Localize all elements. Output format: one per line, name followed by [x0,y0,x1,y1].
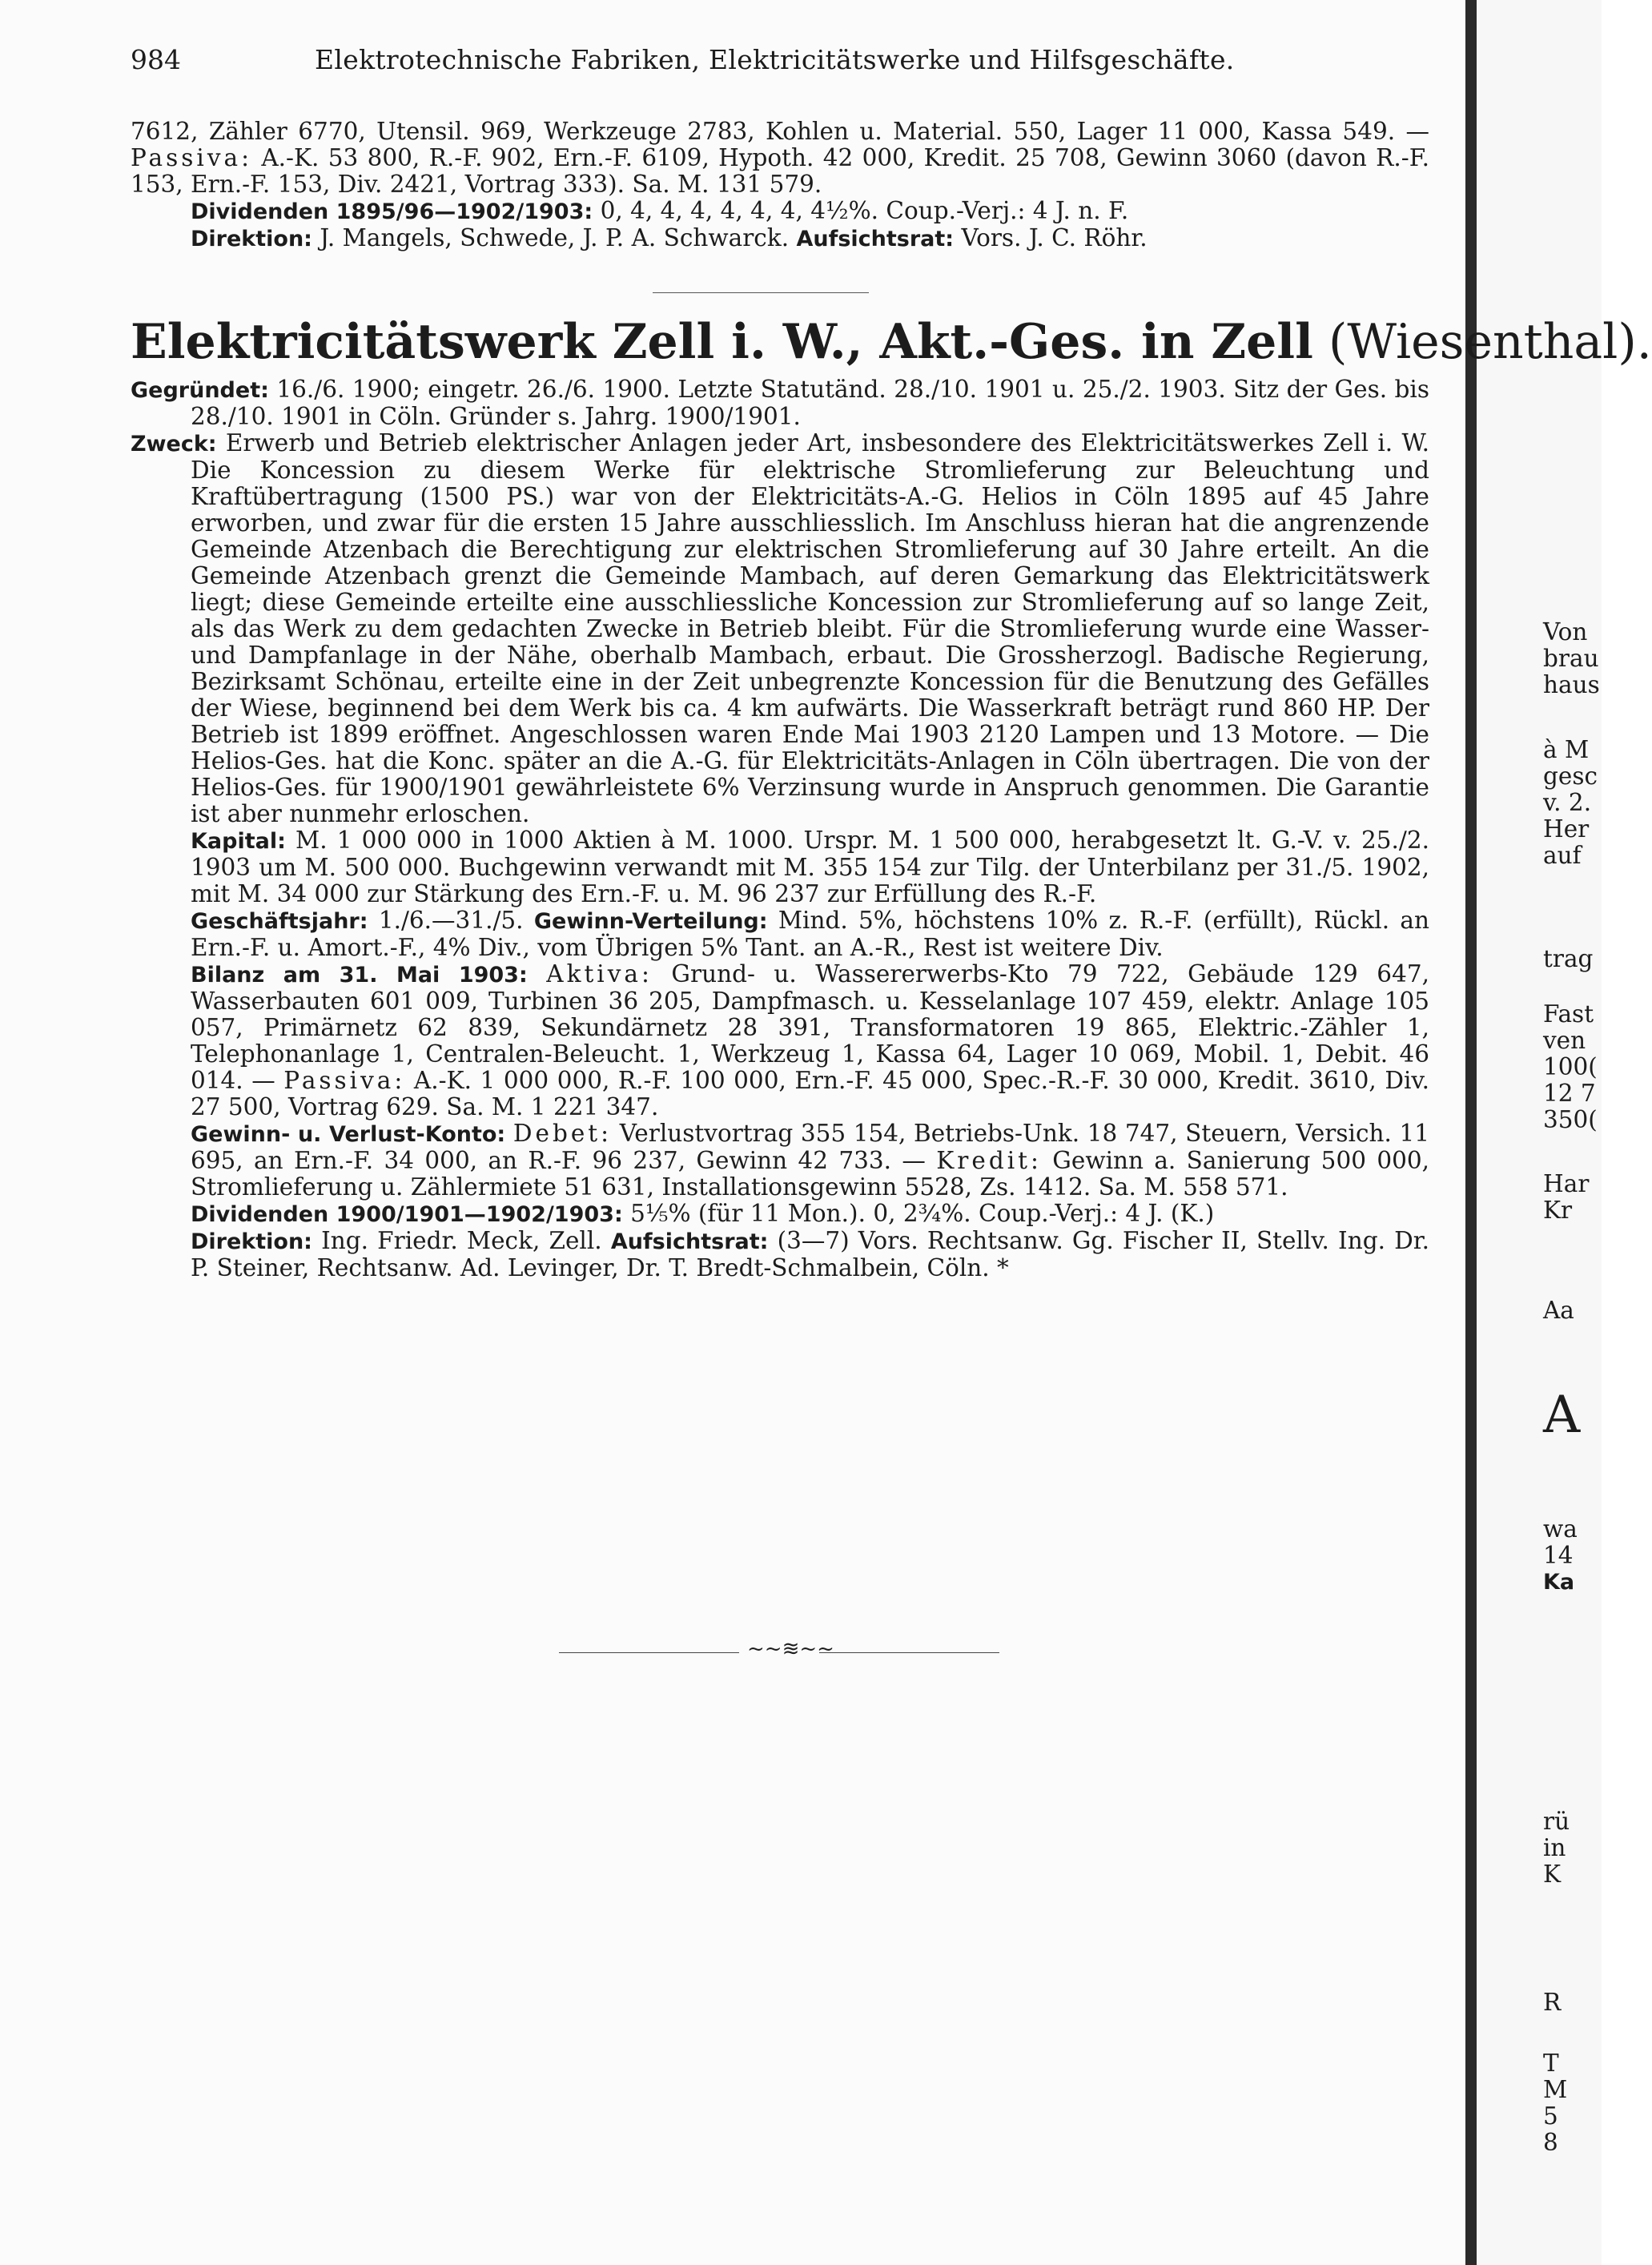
right-page-fragment: Von [1543,618,1588,646]
direktion-section: Direktion: Ing. Friedr. Meck, Zell. Aufsichtsrat: (3—7) Vors. Rechtsanw. Gg. Fischer II, Stellv. Ing. Dr. P. Steiner, Rechtsanw. Ad. Levinger, Dr. T. Bredt-Schmalbein, Cöln. * [191,1227,1429,1281]
right-page-fragment: v. 2. [1543,789,1592,816]
right-page-fragment: auf [1543,842,1582,869]
right-page-fragment: 5 [1543,2102,1558,2130]
right-page-fragment: Kr [1543,1197,1573,1224]
prev-direktion: Direktion: J. Mangels, Schwede, J. P. A. Schwarck. Aufsichtsrat: Vors. J. C. Röhr. [191,224,1148,251]
right-page-fragment: Her [1543,815,1590,843]
right-page-fragment: ven [1543,1027,1586,1054]
right-page-fragment: à M [1543,736,1590,763]
right-page-fragment: gesc [1543,762,1598,790]
right-page-fragment: Fast [1543,1000,1594,1028]
right-page-fragment: 12 7 [1543,1080,1596,1107]
guv-section: Gewinn- u. Verlust-Konto: Debet: Verlustvortrag 355 154, Betriebs-Unk. 18 747, Steuern, Versich. 11 695, an Ern.-F. 34 000, an R.-F. 96 237, Gewinn 42 733. — Kredit: Gewinn a. Sanierung 500 000, Stromlieferung u. Zählermiete 51 631, Installationsgewinn 5528, Zs. 1412. Sa. M. 558 571. [191,1120,1430,1201]
right-page-fragment: trag [1543,945,1594,972]
section-divider [653,292,869,293]
right-page-fragment: brau [1543,645,1599,672]
ornament-glyph: ~~≋~~ [747,1637,834,1661]
prev-dividenden: Dividenden 1895/96—1902/1903: 0, 4, 4, 4, 4, 4, 4, 4½%. Coup.-Verj.: 4 J. n. F. [191,197,1129,224]
gegruendet-section: Gegründet: 16./6. 1900; eingetr. 26./6. 1900. Letzte Statutänd. 28./10. 1901 u. 25./2. 1903. Sitz der Ges. bis 28./10. 1901 in Cöln. Gründer s. Jahrg. 1900/1901. [131,376,1429,430]
right-page-fragment: 350( [1543,1106,1598,1133]
geschaeftsjahr-section: Geschäftsjahr: 1./6.—31./5. Gewinn-Verteilung: Mind. 5%, höchstens 10% z. R.-F. (erfüllt), Rückl. an Ern.-F. u. Amort.-F., 4% Div., vom Übrigen 5% Tant. an A.-R., Rest ist weitere Div. [191,907,1429,961]
prev-passiva-label: Passiva: [131,144,253,171]
right-page-fragment: rü [1543,1808,1570,1835]
right-page-fragment: M [1543,2076,1568,2103]
right-page-fragment: wa [1543,1515,1578,1543]
previous-entry-tail [131,119,1429,252]
prev-balance-text: 7612, Zähler 6770, Utensil. 969, Werkzeuge 2783, Kohlen u. Material. 550, Lager 11 000, Kassa 549. — Passiva: A.-K. 53 800, R.-F. 902, Ern.-F. 6109, Hypoth. 42 000, Kredit. 25 708, Gewinn 3060 (davon R.-F. 153, Ern.-F. 153, Div. 2421, Vortrag 333). Sa. M. 131 579. [131,118,1429,198]
company-entry [131,376,1429,1281]
bilanz-section: Bilanz am 31. Mai 1903: Aktiva: Grund- u. Wassererwerbs-Kto 79 722, Gebäude 129 647, Wasserbauten 601 009, Turbinen 36 205, Dampfmasch. u. Kesselanlage 107 459, elektr. Anlage 105 057, Primärnetz 62 839, Sekundärnetz 28 391, Transformatoren 19 865, Elektric.-Zähler 1, Telephonanlage 1, Centralen-Beleucht. 1, Werkzeug 1, Kassa 64, Lager 10 069, Mobil. 1, Debit. 46 014. — Passiva: A.-K. 1 000 000, R.-F. 100 000, Ern.-F. 45 000, Spec.-R.-F. 30 000, Kredit. 3610, Div. 27 500, Vortrag 629. Sa. M. 1 221 347. [191,960,1429,1120]
right-page-fragment: 100( [1543,1053,1598,1080]
end-ornament [559,1637,999,1663]
right-page-fragment: 14 [1543,1542,1574,1569]
right-page-fragment: K [1543,1861,1562,1888]
right-page-fragment: A [1543,1386,1581,1445]
dividenden-section: Dividenden 1900/1901—1902/1903: 5⅕% (für 11 Mon.). 0, 2¾%. Coup.-Verj.: 4 J. (K.) [191,1200,1215,1227]
zweck-section: Zweck: Erwerb und Betrieb elektrischer Anlagen jeder Art, insbesondere des Elektricitätswerkes Zell i. W. Die Koncession zu diesem Werke für elektrische Stromlieferung zur Beleuchtung und Kraftübertragung (1500 PS.) war von der Elektricitäts-A.-G. Helios in Cöln 1895 auf 45 Jahre erworben, und zwar für die ersten 15 Jahre ausschliesslich. Im Anschluss hieran hat die angrenzende Gemeinde Atzenbach die Berechtigung zur elektrischen Stromlieferung auf 30 Jahre erteilt. An die Gemeinde Atzenbach grenzt die Gemeinde Mambach, auf deren Gemarkung das Elektricitätswerk liegt; diese Gemeinde erteilte eine ausschliessliche Koncession zur Stromlieferung auf so lange Zeit, als das Werk zu dem gedachten Zwecke in Betrieb bleibt. Für die Stromlieferung wurde eine Wasser- und Dampfanlage in der Nähe, oberhalb Mambach, erbaut. Die Grossherzogl. Badische Regierung, Bezirksamt Schönau, erteilte eine in der Zeit unbegrenzte Koncession für die Benutzung des Gefälles der Wiese, beginnend bei dem Werk bis ca. 4 km aufwärts. Die Wasserkraft beträgt rund 860 HP. Der Betrieb ist 1899 eröffnet. Angeschlossen waren Ende Mai 1903 2120 Lampen und 13 Motore. — Die Helios-Ges. hat die Konc. später an die A.-G. für Elektricitäts-Anlagen in Cöln übertragen. Die von der Helios-Ges. für 1900/1901 gewährleistete 6% Verzinsung wurde in Anspruch genommen. Die Garantie ist aber nunmehr erloschen. [131,429,1429,827]
running-header [131,44,1428,79]
page-number: 984 [131,44,181,75]
right-page-fragment: in [1543,1834,1566,1861]
running-title: Elektrotechnische Fabriken, Elektricitätswerke und Hilfsgeschäfte. [315,44,1235,75]
right-page-fragment: Har [1543,1170,1590,1197]
right-page-fragment: haus [1543,671,1600,698]
right-page-fragment: Ka [1543,1570,1575,1595]
right-page-fragment: Aa [1543,1297,1574,1324]
right-page-fragment: R [1543,1989,1562,2016]
company-title: Elektricitätswerk Zell i. W., Akt.-Ges. in Zell (Wiesenthal). [131,314,1652,370]
kapital-section: Kapital: M. 1 000 000 in 1000 Aktien à M. 1000. Urspr. M. 1 500 000, herabgesetzt lt. G.-V. v. 25./2. 1903 um M. 500 000. Buchgewinn verwandt mit M. 355 154 zur Tilg. der Unterbilanz per 31./5. 1902, mit M. 34 000 zur Stärkung des Ern.-F. u. M. 96 237 zur Erfüllung des R.-F. [191,827,1429,907]
right-page-fragment: 8 [1543,2129,1558,2156]
right-page-fragment: T [1543,2050,1559,2077]
